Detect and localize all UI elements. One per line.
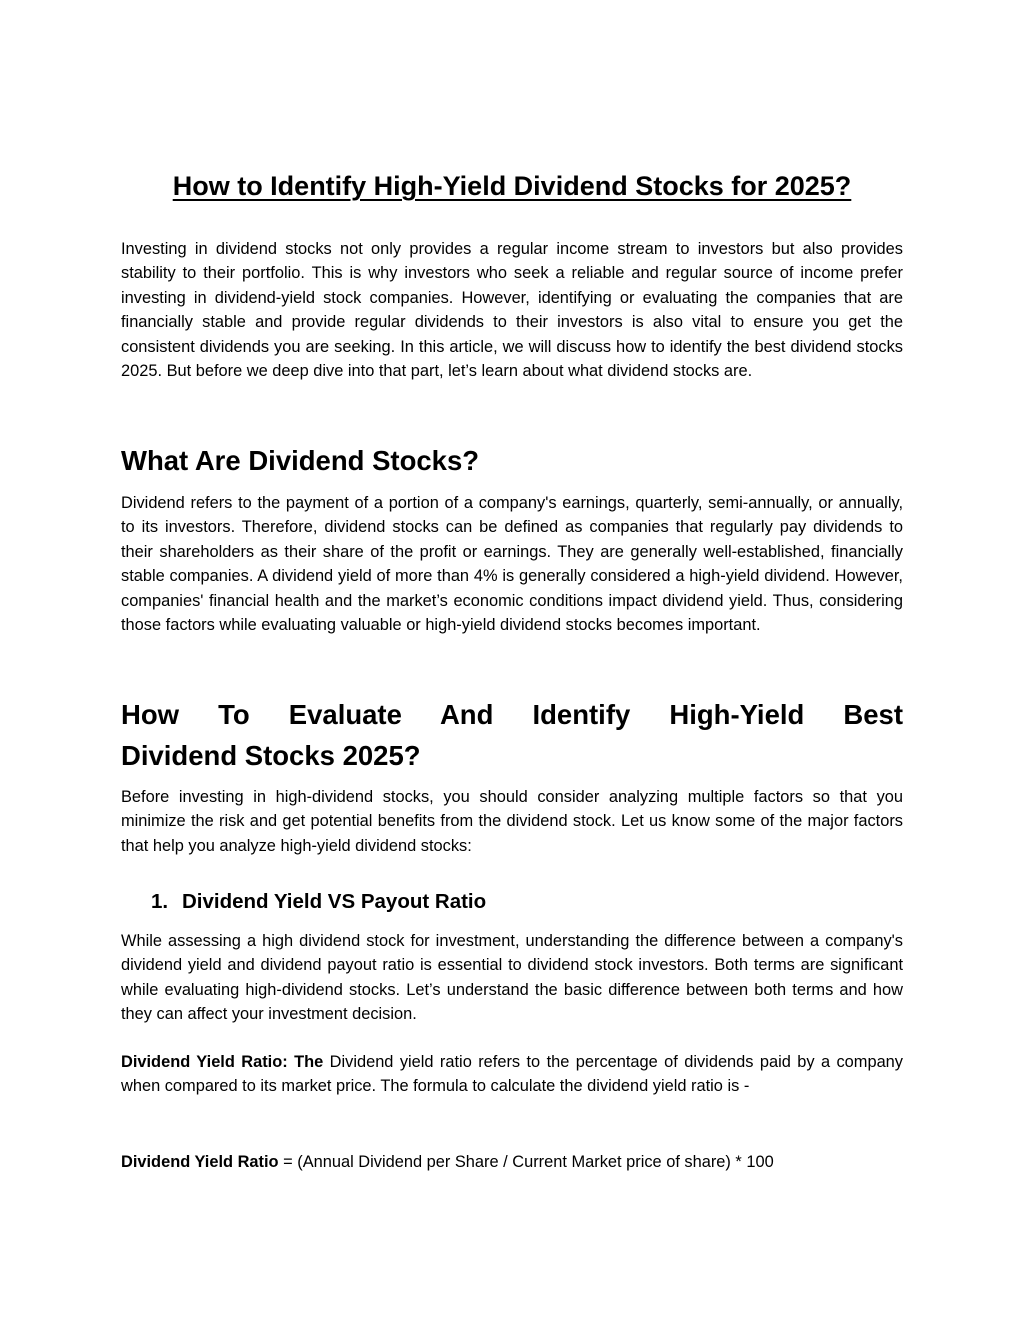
section-heading-line-1: How To Evaluate And Identify High-Yield Best: [121, 699, 903, 730]
list-number: 1.: [151, 890, 169, 913]
intro-paragraph: Investing in dividend stocks not only provides a regular income stream to investors but also provides stability to their portfolio. This is why investors who seek a reliable and regular source of income prefer investing in dividend-yield stock companies. However, identifying or evaluating the companies that are financially stable and provide regular dividends to their investors is also vital to ensure you get the consistent dividends you are seeking. In this article, we will discuss how to identify the best dividend stocks 2025. But before we deep dive into that part, let’s learn about what dividend stocks are.: [121, 240, 903, 381]
page-title: How to Identify High-Yield Dividend Stocks for 2025?: [172, 171, 852, 201]
subsection-heading-text: Dividend Yield VS Payout Ratio: [182, 890, 487, 913]
subsection-heading-dividend-yield-vs-payout: [151, 888, 903, 916]
section-heading-what-are-dividend-stocks: What Are Dividend Stocks?: [121, 445, 480, 476]
yield-ratio-formula-label: Dividend Yield Ratio: [121, 1153, 279, 1171]
yield-ratio-definition: [121, 1050, 903, 1099]
yield-ratio-definition-label: Dividend Yield Ratio: The: [121, 1053, 324, 1071]
section-heading-line-2: Dividend Stocks 2025?: [121, 740, 421, 771]
section-body-what-are-dividend-stocks: Dividend refers to the payment of a portion of a company's earnings, quarterly, semi-annually, or annually, to its investors. Therefore, dividend stocks can be defined as companies that regularly pay dividends to their shareholders as their share of the profit or earnings. They are generally well-established, financially stable companies. A dividend yield of more than 4% is generally considered a high-yield dividend. However, companies' financial health and the market’s economic conditions impact dividend yield. Thus, considering those factors while evaluating valuable or high-yield dividend stocks becomes important.: [121, 494, 903, 635]
yield-ratio-definition-text: Dividend yield ratio refers to the percentage of dividends paid by a company when compared to its market price. The formula to calculate the dividend yield ratio is -: [121, 1053, 903, 1096]
section-heading-how-to-evaluate: [121, 694, 903, 776]
subsection-body-dividend-yield-vs-payout: While assessing a high dividend stock for investment, understanding the difference between a company's dividend yield and dividend payout ratio is essential to dividend stock investors. Both terms are significant while evaluating high-dividend stocks. Let’s understand the basic difference between both terms and how they can affect your investment decision.: [121, 932, 903, 1024]
yield-ratio-formula: [121, 1150, 903, 1174]
yield-ratio-formula-text: = (Annual Dividend per Share / Current Market price of share) * 100: [278, 1153, 774, 1171]
section-body-how-to-evaluate: Before investing in high-dividend stocks, you should consider analyzing multiple factors so that you minimize the risk and get potential benefits from the dividend stock. Let us know some of the major factors that help you analyze high-yield dividend stocks:: [121, 788, 903, 855]
